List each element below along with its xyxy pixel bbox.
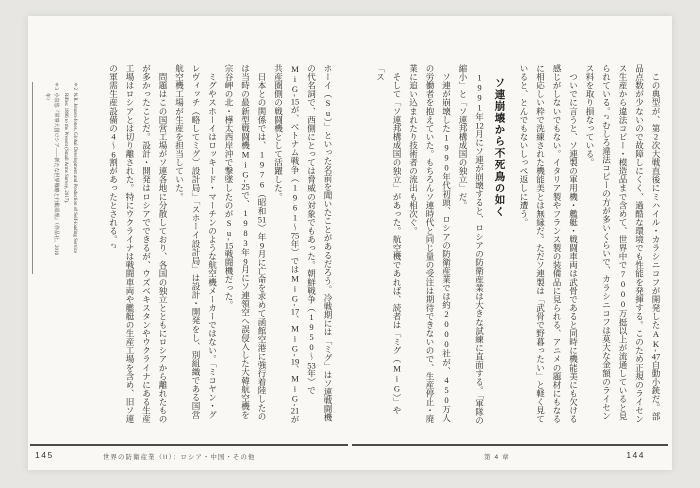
- footnote-block: [41, 82, 79, 260]
- book-spread: [28, 16, 672, 470]
- footnote-3: ＊3小泉悠『軍事大国ロシア――新たな世界戦略と行動原理』（作品社、2016年）: [44, 82, 58, 256]
- body-paragraph: この典型が、第2次大戦直後にミハイル・カラシニコフが開発したAK-47自動小銃だ。部品点数が少ないので故障しにくく、過酷な環境でも性能を発揮する。このため正規のライセンス生産から違法コピー・模造品まで含めて、世界中で7000万挺以上が流通していると見られている。＊2むしろ違法コピーの方が多いくらいで、カラシニコフは莫大な金額のライセンス料を取り損なっている。: [585, 64, 661, 424]
- right-page: [350, 16, 672, 470]
- left-page-number: 145: [35, 450, 54, 460]
- section-heading: ソ連崩壊から不死鳥の如く: [493, 77, 506, 218]
- body-paragraph: ついでに言うと、ソ連製の軍用機・艦艇・戦闘車両は武骨であると同時に機能美にも欠ける感じがしないでもない。イタリア製やフランス製の装備品に見られる、アニメの題材にもなるに相応しい粋で洗練された機能美とは無縁だ。ただソ連製は「武骨で野暮ったい」と軽く見ていると、とんでもないしっぺ返しに遭う。: [519, 64, 579, 424]
- footnote-marker: ＊2: [72, 82, 77, 91]
- body-paragraph: ミグやスホーイはロッキード・マーチンのような航空機メーカーではない。「ミコヤン・グレヴィッチ（略してミグ）設計局」「スホーイ設計局」は設計・開発をし、別組織である国営航空機工場が生産を担当していた。: [174, 64, 218, 419]
- left-page: [28, 16, 350, 470]
- body-paragraph: 1991年12月にソ連が崩壊すると、ロシアの防衛産業は大きな試練に直面する。「軍隊の縮小」と「ソ連邦構成国の独立」だ。: [458, 64, 485, 425]
- left-page-text: [100, 64, 336, 425]
- right-page-text: [364, 64, 664, 425]
- body-paragraph: ホーイ（Su）」といった名前を聞いたことがあるだろう。冷戦期には「ミグ」はソ連戦闘機の代名詞で、西側にとっては脅威の対象でもあった。朝鮮戦争（1950～53年）でMiG-15が、ベトナム戦争（1961～75年）ではMiG-17、MiG-19、MiG-21が共産圏側の戦闘機として活躍した。: [273, 64, 333, 424]
- body-paragraph: 問題はこの国営工場がソ連各地に分散しており、各国の独立とともにロシアから離れたものが多かったことだ。設計・開発はロシアでできるが、ウズベキスタンやウクライナにある生産工場はロシアとは切り離された。特にウクライナは戦闘車両や艦艇の生産工場を含め、旧ソ連の軍需生産設備の4～6割があったとされる。＊3: [108, 64, 168, 424]
- right-page-number: 144: [626, 450, 645, 460]
- right-running-chapter: 第4章: [484, 454, 513, 461]
- footnote-marker: ＊3: [53, 82, 58, 91]
- footnote-2: ＊2N.R. Jenzen-Jones, Global Development and Production of Self-loading Service Rifles: 1896 to the Present (Small Arms Survey, 2017).: [63, 82, 77, 254]
- right-footer-rule: [352, 444, 668, 446]
- body-paragraph: ソ連が崩壊した1990年代初頭、ロシアの防衛産業では約2000社が、450万人の労働者を抱えていた。もちろんソ連時代と同じ量の受注は期待できないので、生産停止・廃業に追い込まれたり技術者の流出も相次ぐ。: [408, 64, 452, 424]
- body-paragraph: そして「ソ連邦構成国の独立」があった。航空機であれば、読者は「ミグ（MiG）」や「ス: [375, 64, 402, 415]
- left-footer-rule: [30, 444, 348, 446]
- page-edge-line: [32, 82, 33, 274]
- left-running-title: 世界の防衛産業（II）：ロシア・中国・その他: [103, 454, 256, 461]
- body-paragraph: 日本との関係では、1976（昭和51）年9月に亡命を求めて函館空港に強行着陸したのは当時の最新型戦闘機MiG-25で、1983年9月にソ連領空へ誤侵入した大韓航空機を宗谷岬の北・樺太西岸沖で撃墜したのがSu-15戦闘機だった。: [224, 64, 267, 421]
